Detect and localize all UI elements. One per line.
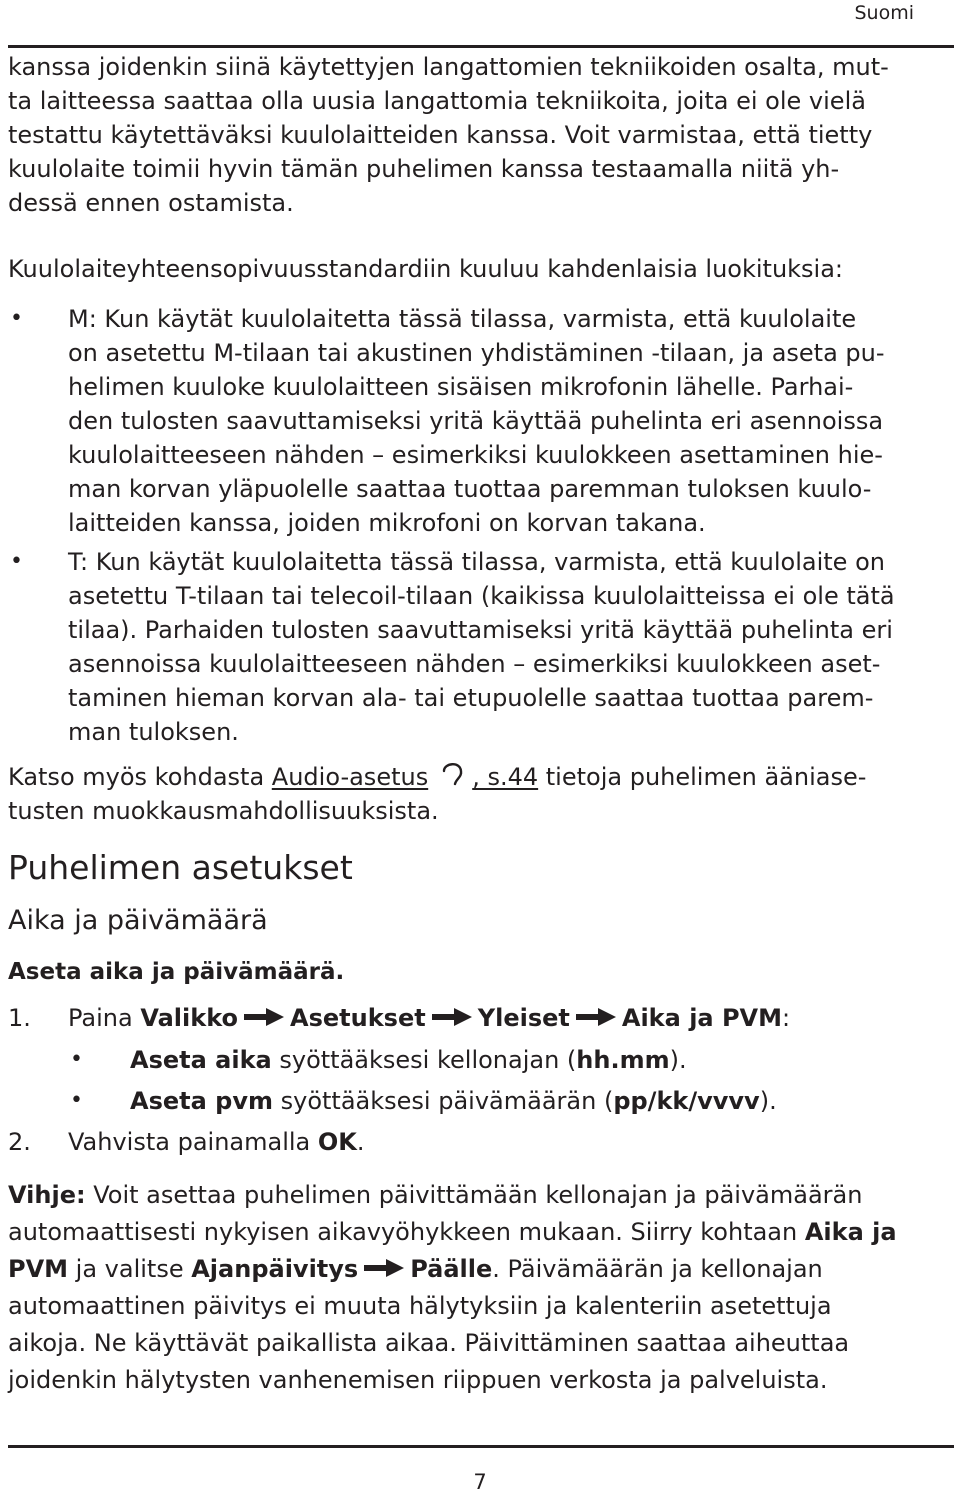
menu-path-asetukset: Asetukset <box>290 1004 426 1032</box>
step-2-prefix: Vahvista painamalla <box>68 1128 318 1156</box>
arrow-right-icon <box>242 1005 286 1029</box>
mode-m-first-line <box>68 302 885 336</box>
ok-key-label: OK <box>317 1128 357 1156</box>
classification-intro <box>8 252 954 286</box>
mode-t-first-line <box>68 545 895 579</box>
mode-m-line: kuulolaitteeseen nähden – esimerkiksi kuulokkeen asettaminen hie- <box>68 441 883 469</box>
date-format: pp/kk/vvvv <box>613 1087 760 1115</box>
tip-bold-ajanpaivitys: Ajanpäivitys <box>191 1255 359 1283</box>
set-time-end: ). <box>669 1046 687 1074</box>
tip-line: aikoja. Ne käyttävät paikallista aikaa. Päivittäminen saattaa aiheuttaa <box>8 1329 850 1357</box>
subsection-title: Aika ja päivämäärä <box>8 905 268 936</box>
intro-line: testattu käytettäväksi kuulolaitteiden kanssa. Voit varmistaa, että tietty <box>8 121 873 149</box>
step-number: 1. <box>8 1004 31 1032</box>
tip-bold-pvm: PVM <box>8 1255 69 1283</box>
menu-path-aika-ja-pvm: Aika ja PVM <box>621 1004 783 1032</box>
mode-t-line: asetettu T-tilaan tai telecoil-tilaan (kaikissa kuulolaitteissa ei ole tätä <box>68 582 895 610</box>
bullet-icon: • <box>10 306 23 331</box>
mode-m-first-text: : Kun käytät kuulolaitetta tässä tilassa, varmista, että kuulolaite <box>88 305 857 333</box>
intro-line: kuulolaite toimii hyvin tämän puhelimen kanssa testaamalla niitä yh- <box>8 155 840 183</box>
intro-line: ta laitteessa saattaa olla uusia langattomia tekniikoita, joita ei ole vielä <box>8 87 866 115</box>
step-1-text <box>68 1001 790 1035</box>
substep-set-time-text <box>130 1043 687 1077</box>
set-time-label: Aseta aika <box>130 1046 272 1074</box>
bullet-icon: • <box>10 549 23 574</box>
tip-line-1 <box>8 1177 954 1214</box>
time-format: hh.mm <box>576 1046 670 1074</box>
tip-bold-paalle: Päälle <box>410 1255 493 1283</box>
mode-t-line: tilaa). Parhaiden tulosten saavuttamiseksi yritä käyttää puhelinta eri <box>68 616 893 644</box>
tip-line: joidenkin hälytysten vanhenemisen riippuen verkosta ja palveluista. <box>8 1366 828 1394</box>
see-also-line-2: tusten muokkausmahdollisuuksista. <box>8 797 439 825</box>
intro-line: dessä ennen ostamista. <box>8 189 294 217</box>
arrow-right-icon <box>430 1005 474 1029</box>
see-also-rest: tietoja puhelimen ääniase- <box>538 763 867 791</box>
ear-icon <box>434 757 470 789</box>
audio-settings-page-ref[interactable]: , s.44 <box>472 763 539 791</box>
arrow-right-icon <box>574 1005 618 1029</box>
intro-line: kanssa joidenkin siinä käytettyjen langattomien tekniikoiden osalta, mut- <box>8 53 889 81</box>
see-also-prefix: Katso myös kohdasta <box>8 763 272 791</box>
step-number: 2. <box>8 1128 31 1156</box>
tip-bold-aika-ja: Aika ja <box>804 1218 897 1246</box>
intro-paragraph <box>8 50 954 220</box>
tip-text: ja valitse <box>68 1255 192 1283</box>
mode-m-line: den tulosten saavuttamiseksi yritä käyttää puhelinta eri asennoissa <box>68 407 884 435</box>
step-1-suffix: : <box>782 1004 791 1032</box>
substep-set-date-text <box>130 1084 777 1118</box>
set-date-desc: syöttääksesi päivämäärän ( <box>273 1087 614 1115</box>
see-also-line-1 <box>8 757 954 794</box>
mode-m-line: man korvan yläpuolelle saattaa tuottaa paremman tuloksen kuulo- <box>68 475 872 503</box>
page-number: 7 <box>473 1470 487 1494</box>
bullet-icon: • <box>70 1088 83 1113</box>
tip-paragraph <box>8 1177 954 1399</box>
mode-m-label: M <box>68 305 89 333</box>
set-time-desc: syöttääksesi kellonajan ( <box>271 1046 577 1074</box>
tip-text: automaattisesti nykyisen aikavyöhykkeen mukaan. Siirry kohtaan <box>8 1218 805 1246</box>
section-title: Puhelimen asetukset <box>8 848 353 887</box>
tip-line-2 <box>8 1214 954 1251</box>
mode-t-line: man tuloksen. <box>68 718 239 746</box>
menu-path-valikko: Valikko <box>140 1004 239 1032</box>
arrow-right-icon <box>362 1256 406 1280</box>
menu-path-yleiset: Yleiset <box>477 1004 570 1032</box>
tip-line: automaattinen päivitys ei muuta hälytyksiin ja kalenteriin asetettuja <box>8 1292 832 1320</box>
task-title: Aseta aika ja päivämäärä. <box>8 959 345 985</box>
footer-rule <box>8 1445 954 1448</box>
tip-text: . Päivämäärän ja kellonajan <box>492 1255 823 1283</box>
mode-t-line: taminen hieman korvan ala- tai etupuolelle saattaa tuottaa parem- <box>68 684 874 712</box>
set-date-label: Aseta pvm <box>130 1087 273 1115</box>
see-also-paragraph <box>8 757 954 828</box>
mode-m-line: on asetettu M-tilaan tai akustinen yhdistäminen -tilaan, ja aseta pu- <box>68 339 885 367</box>
mode-t-first-text: : Kun käytät kuulolaitetta tässä tilassa, varmista, että kuulolaite on <box>80 548 885 576</box>
bullet-icon: • <box>70 1047 83 1072</box>
mode-m-line: helimen kuuloke kuulolaitteen sisäisen mikrofonin lähelle. Parhai- <box>68 373 854 401</box>
header-rule <box>8 45 954 48</box>
mode-t-label: T <box>68 548 81 576</box>
audio-settings-link-text[interactable]: Audio-asetus <box>271 763 429 791</box>
page-header-language: Suomi <box>854 2 914 24</box>
tip-line-3 <box>8 1251 954 1288</box>
audio-settings-link[interactable] <box>272 763 538 791</box>
tip-label: Vihje: <box>8 1181 86 1209</box>
set-date-end: ). <box>759 1087 777 1115</box>
mode-m-line: laitteiden kanssa, joiden mikrofoni on korvan takana. <box>68 509 706 537</box>
classification-intro-text: Kuulolaiteyhteensopivuusstandardiin kuuluu kahdenlaisia luokituksia: <box>8 255 844 283</box>
step-1-prefix: Paina <box>68 1004 141 1032</box>
step-2-text <box>68 1125 365 1159</box>
tip-text: Voit asettaa puhelimen päivittämään kellonajan ja päivämäärän <box>85 1181 863 1209</box>
mode-t-line: asennoissa kuulolaitteeseen nähden – esimerkiksi kuulokkeen aset- <box>68 650 881 678</box>
step-2-suffix: . <box>356 1128 365 1156</box>
